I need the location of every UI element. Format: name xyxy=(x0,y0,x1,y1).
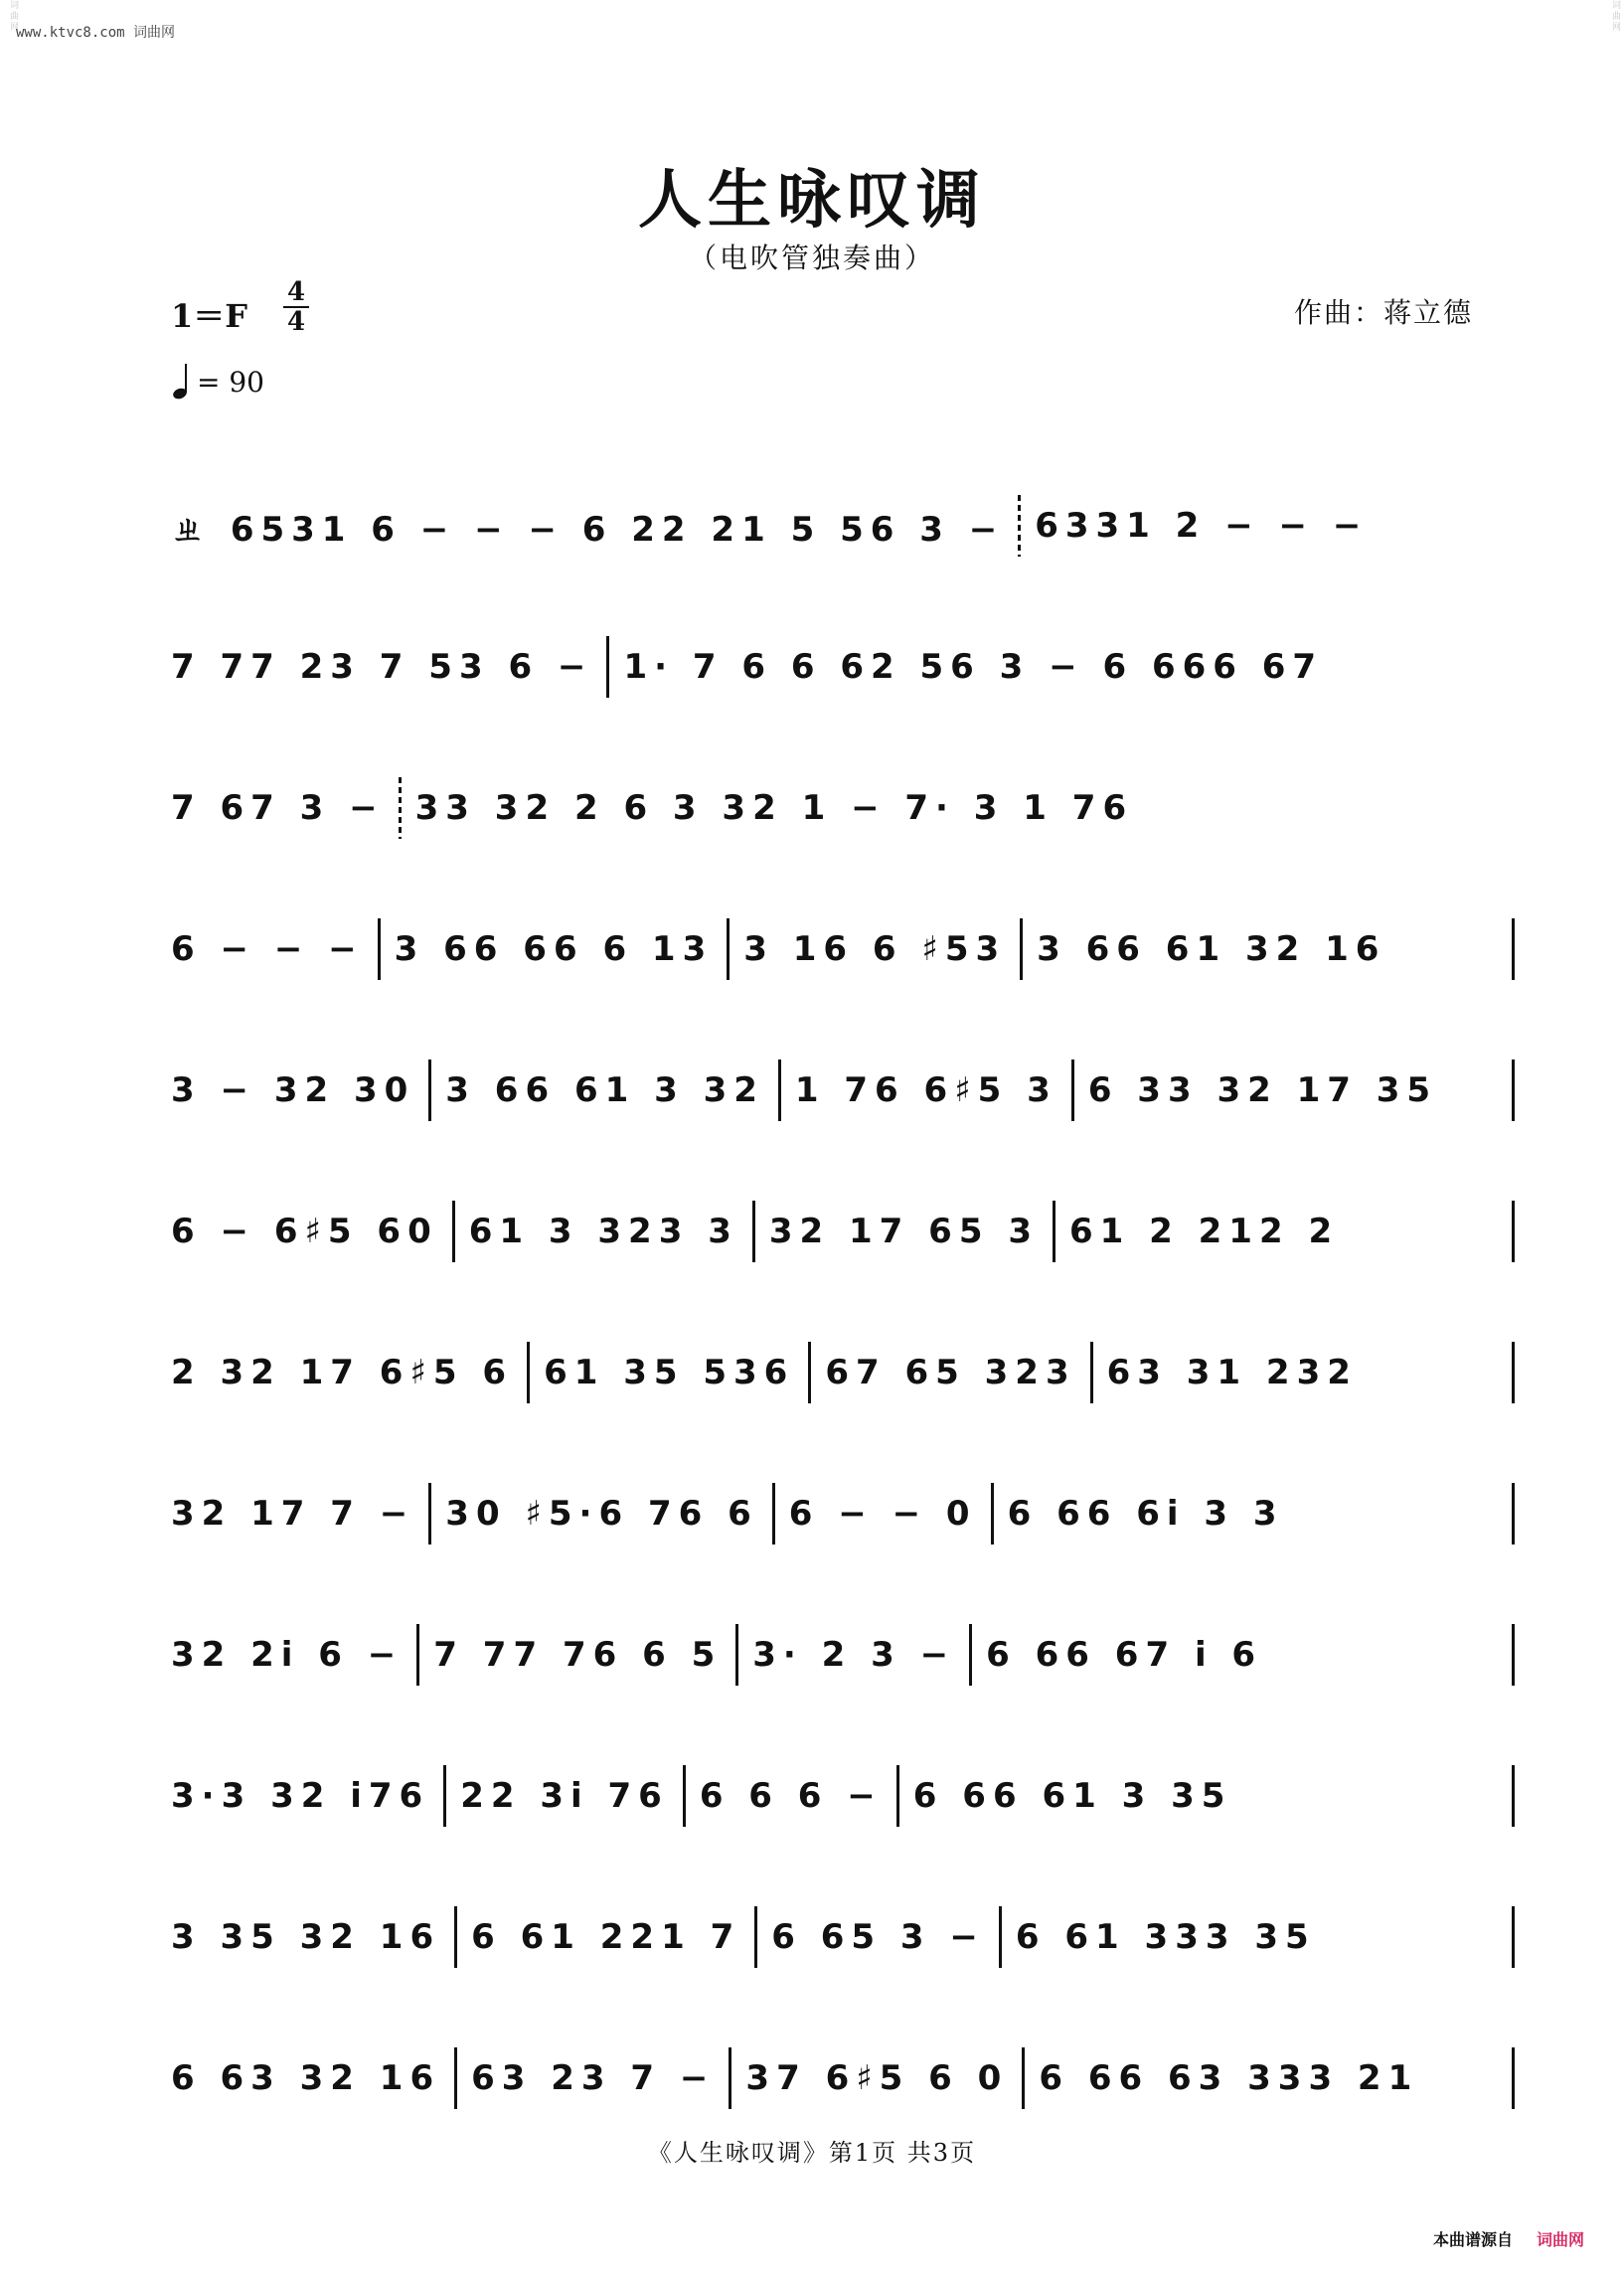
barline xyxy=(454,2047,457,2109)
score-line xyxy=(171,1302,1515,1443)
end-barline xyxy=(1512,1201,1515,1262)
end-barline xyxy=(1512,1906,1515,1968)
measure-group: 22 3i 76 xyxy=(460,1776,669,1816)
barline xyxy=(772,1483,775,1545)
barline xyxy=(1053,1201,1056,1262)
score-line xyxy=(171,737,1515,879)
barline xyxy=(527,1342,530,1403)
score-line xyxy=(171,1584,1515,1725)
barline xyxy=(683,1765,686,1827)
measure-group: 3 − 32 30 xyxy=(171,1070,415,1110)
measure-group: 7 77 76 6 5 xyxy=(433,1635,723,1675)
measure-group: 61 2 212 2 xyxy=(1069,1212,1340,1251)
measure-group: 61 3 323 3 xyxy=(468,1212,738,1251)
barline xyxy=(443,1765,446,1827)
measure-group: 6 − − − xyxy=(171,929,364,969)
end-barline xyxy=(1512,918,1515,980)
source-brand[interactable]: 词曲网 xyxy=(1536,2230,1584,2249)
score-line xyxy=(171,1725,1515,1867)
barline xyxy=(399,777,402,839)
end-barline xyxy=(1512,2047,1515,2109)
barline xyxy=(727,918,730,980)
end-barline xyxy=(1512,1059,1515,1121)
barline xyxy=(991,1483,994,1545)
measure-group: 6 − 6♯5 60 xyxy=(171,1212,438,1251)
measure-group: 1· 7 6 6 62 56 3 − 6 666 67 xyxy=(623,647,1324,687)
watermark-left: 词曲网 xyxy=(8,0,18,33)
barline xyxy=(808,1342,811,1403)
measure-group: 6 61 221 7 xyxy=(471,1917,741,1957)
measure-group: 7 77 23 7 53 6 − xyxy=(171,647,593,687)
end-barline xyxy=(1512,1342,1515,1403)
barline xyxy=(969,1624,972,1686)
measure-group: 7 67 3 − xyxy=(171,788,385,828)
measure-group: 30 ♯5·6 76 6 xyxy=(445,1494,758,1534)
measure-group: 6 33 32 17 35 xyxy=(1087,1070,1438,1110)
meter-bottom: 4 xyxy=(286,307,306,337)
site-header[interactable]: www.ktvc8.com 词曲网 xyxy=(16,25,176,41)
quarter-note-icon xyxy=(171,362,191,402)
page-footer: 《人生咏叹调》第1页 共3页 xyxy=(647,2139,977,2167)
barline xyxy=(428,1059,431,1121)
measure-group: 3 66 66 6 13 xyxy=(394,929,714,969)
measure-group: 37 6♯5 6 0 xyxy=(745,2058,1009,2098)
song-subtitle: （电吹管独奏曲） xyxy=(688,242,935,274)
measure-group: 33 32 2 6 3 32 1 − 7· 3 1 76 xyxy=(414,788,1134,828)
measure-group: 3 66 61 3 32 xyxy=(445,1070,764,1110)
measure-group: 32 17 65 3 xyxy=(768,1212,1039,1251)
time-signature xyxy=(283,278,309,336)
barline xyxy=(428,1483,431,1545)
barline xyxy=(999,1906,1002,1968)
measure-group: 32 2i 6 − xyxy=(171,1635,404,1675)
tempo-value: = 90 xyxy=(197,365,264,399)
measure-group: 6 66 6i 3 3 xyxy=(1007,1494,1284,1534)
measure-group: 61 35 536 xyxy=(544,1353,795,1392)
score-line xyxy=(171,596,1515,737)
barline xyxy=(1020,918,1023,980)
composer: 作曲：蒋立德 xyxy=(1293,296,1473,329)
barline xyxy=(896,1765,899,1827)
score-line xyxy=(171,1161,1515,1302)
tempo-marking xyxy=(171,362,264,402)
barline xyxy=(1022,2047,1025,2109)
barline xyxy=(735,1624,738,1686)
measure-group: 6331 2 − − − xyxy=(1035,506,1369,546)
source-label: 本曲谱源自 xyxy=(1432,2230,1513,2249)
source-credit[interactable] xyxy=(1433,2227,1584,2250)
watermark-right: 词曲网 xyxy=(1610,0,1620,33)
score-line xyxy=(171,879,1515,1020)
measure-group: ㄓ 6531 6 − − − 6 22 21 5 56 3 − xyxy=(171,509,1005,550)
barline xyxy=(454,1906,457,1968)
barline xyxy=(378,918,381,980)
measure-group: 1 76 6♯5 3 xyxy=(794,1070,1057,1110)
score-line xyxy=(171,1020,1515,1161)
barline xyxy=(1071,1059,1074,1121)
measure-group: 6 − − 0 xyxy=(788,1494,977,1534)
score-line xyxy=(171,1443,1515,1584)
score-line xyxy=(171,1867,1515,2008)
measure-group: 3 16 6 ♯53 xyxy=(743,929,1007,969)
measure-group: 3·3 32 i76 xyxy=(171,1776,430,1816)
measure-group: 32 17 7 − xyxy=(171,1494,415,1534)
barline xyxy=(416,1624,419,1686)
measure-group: 6 66 61 3 35 xyxy=(912,1776,1232,1816)
barline xyxy=(754,1906,757,1968)
score xyxy=(171,455,1515,2149)
barline xyxy=(606,636,609,698)
end-barline xyxy=(1512,1765,1515,1827)
end-barline xyxy=(1512,1624,1515,1686)
barline xyxy=(1018,495,1021,557)
measure-group: 6 61 333 35 xyxy=(1015,1917,1316,1957)
measure-group: 63 23 7 − xyxy=(471,2058,716,2098)
measure-group: 2 32 17 6♯5 6 xyxy=(171,1353,514,1392)
measure-group: 6 63 32 16 xyxy=(171,2058,441,2098)
song-title: 人生咏叹调 xyxy=(638,163,986,238)
measure-group: 3· 2 3 − xyxy=(752,1635,956,1675)
measure-group: 6 66 67 i 6 xyxy=(986,1635,1263,1675)
measure-group: 6 65 3 − xyxy=(771,1917,985,1957)
measure-group: 3 35 32 16 xyxy=(171,1917,441,1957)
key-signature: 1＝F xyxy=(171,297,247,335)
barline xyxy=(1090,1342,1093,1403)
measure-group: 3 66 61 32 16 xyxy=(1037,929,1386,969)
barline xyxy=(729,2047,731,2109)
barline xyxy=(752,1201,755,1262)
measure-group: 6 6 6 − xyxy=(699,1776,883,1816)
measure-group: 6 66 63 333 21 xyxy=(1039,2058,1419,2098)
end-barline xyxy=(1512,1483,1515,1545)
measure-group: 67 65 323 xyxy=(825,1353,1076,1392)
barline xyxy=(452,1201,455,1262)
barline xyxy=(778,1059,781,1121)
score-line xyxy=(171,2008,1515,2149)
meter-top: 4 xyxy=(286,277,306,307)
score-line xyxy=(171,455,1515,596)
measure-group: 63 31 232 xyxy=(1106,1353,1358,1392)
